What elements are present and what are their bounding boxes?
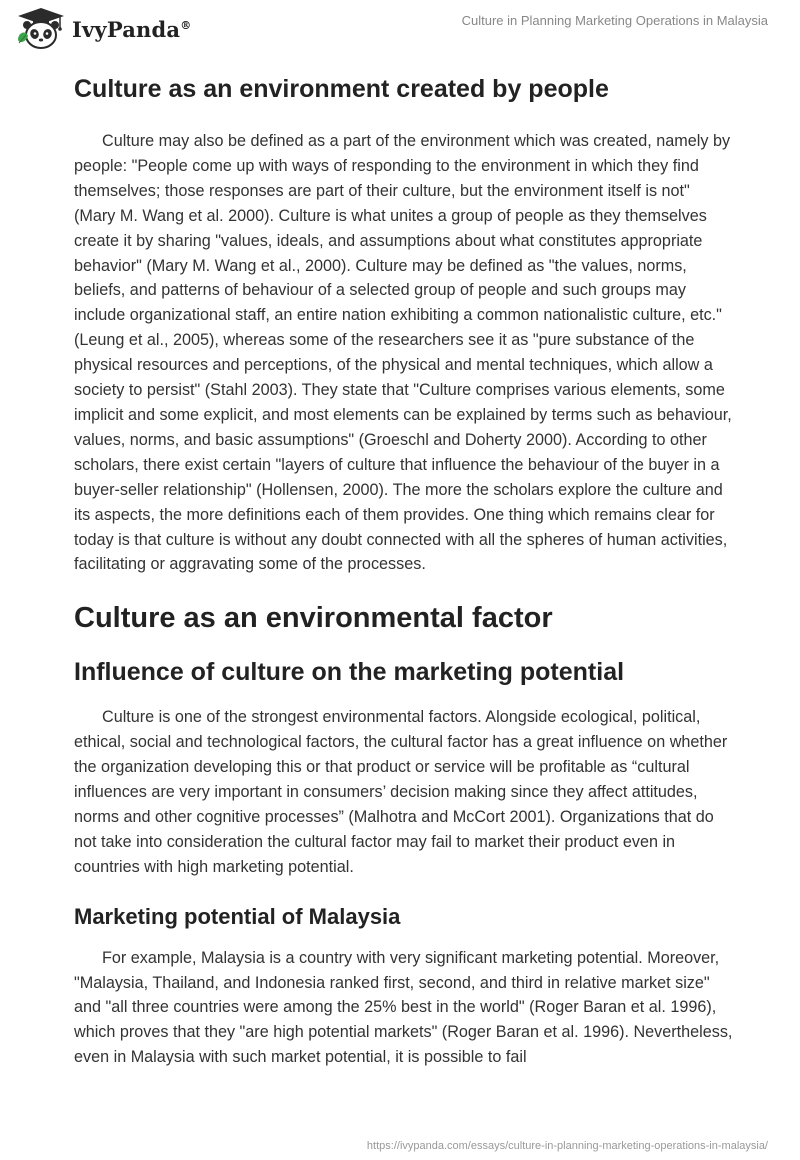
section-heading-environmental-factor: Culture as an environmental factor (74, 602, 553, 635)
source-url[interactable]: https://ivypanda.com/essays/culture-in-planning-marketing-operations-in-malaysia/ (366, 1140, 768, 1152)
page-header (0, 0, 800, 60)
paragraph: Culture may also be defined as a part of the environment which was created, namely by people: "People come up with ways of responding to the environment in which they find themselves; those responses are part of their culture, but the environment itself is not" (Mary M. Wang et al. 2000). Culture is what unites a group of people as they themselves create it by sharing "values, ideals, and assumptions about what constitutes appropriate behavior" (Mary M. Wang et al., 2000). Culture may be defined as "the values, norms, beliefs, and patterns of behaviour of a selected group of people and such groups may include organizational staff, an entire nation exhibiting a common nationalistic culture, etc." (Leung et al., 2005), whereas some of the researchers see it as "pure substance of the physical resources and perceptions, of the physical and mental techniques, which allow a society to persist" (Stahl 2003). They state that "Culture comprises various elements, some implicit and some explicit, and most elements can be explained by terms such as behaviour, values, norms, and basic assumptions" (Groeschl and Doherty 2000). According to other scholars, there exist certain "layers of culture that influence the behaviour of the buyer in a buyer-seller relationship" (Hollensen, 2000). The more the scholars explore the culture and its aspects, the more definitions each of them provides. One thing which remains clear for today is that culture is without any doubt connected with all the spheres of human activities, facilitating or aggravating some of the processes. (74, 132, 732, 574)
subsection-heading-influence-of-culture: Influence of culture on the marketing potential (74, 658, 625, 687)
section-heading-environment-created-by-people: Culture as an environment created by people (74, 75, 609, 103)
ivypanda-logo[interactable] (14, 6, 214, 52)
panda-graduate-icon (14, 6, 68, 52)
paragraph: Culture is one of the strongest environmental factors. Alongside ecological, political, ethical, social and technological factors, the cultural factor has a great influence on whether the organization developing this or that product or service will be profitable as “cultural influences are very important in consumers’ decision making since they affect attitudes, norms and other cognitive processes” (Malhotra and McCort 2001). Organizations that do not take into consideration the cultural factor may fail to market their product even in countries with high marketing potential. (74, 708, 728, 876)
document-title: Culture in Planning Marketing Operations in Malaysia (461, 13, 768, 28)
logo-wordmark: IvyPanda® (72, 16, 192, 42)
essay-content (74, 70, 734, 1070)
paragraph: For example, Malaysia is a country with very significant marketing potential. Moreover, "Malaysia, Thailand, and Indonesia ranked first, second, and third in relative market size" and "all three countries were among the 25% best in the world" (Roger Baran et al. 1996), which proves that they "are high potential markets" (Roger Baran et al. 1996). Nevertheless, even in Malaysia with such market potential, it is possible to fail (74, 948, 733, 1067)
subsection-heading-marketing-potential-malaysia: Marketing potential of Malaysia (74, 903, 401, 929)
